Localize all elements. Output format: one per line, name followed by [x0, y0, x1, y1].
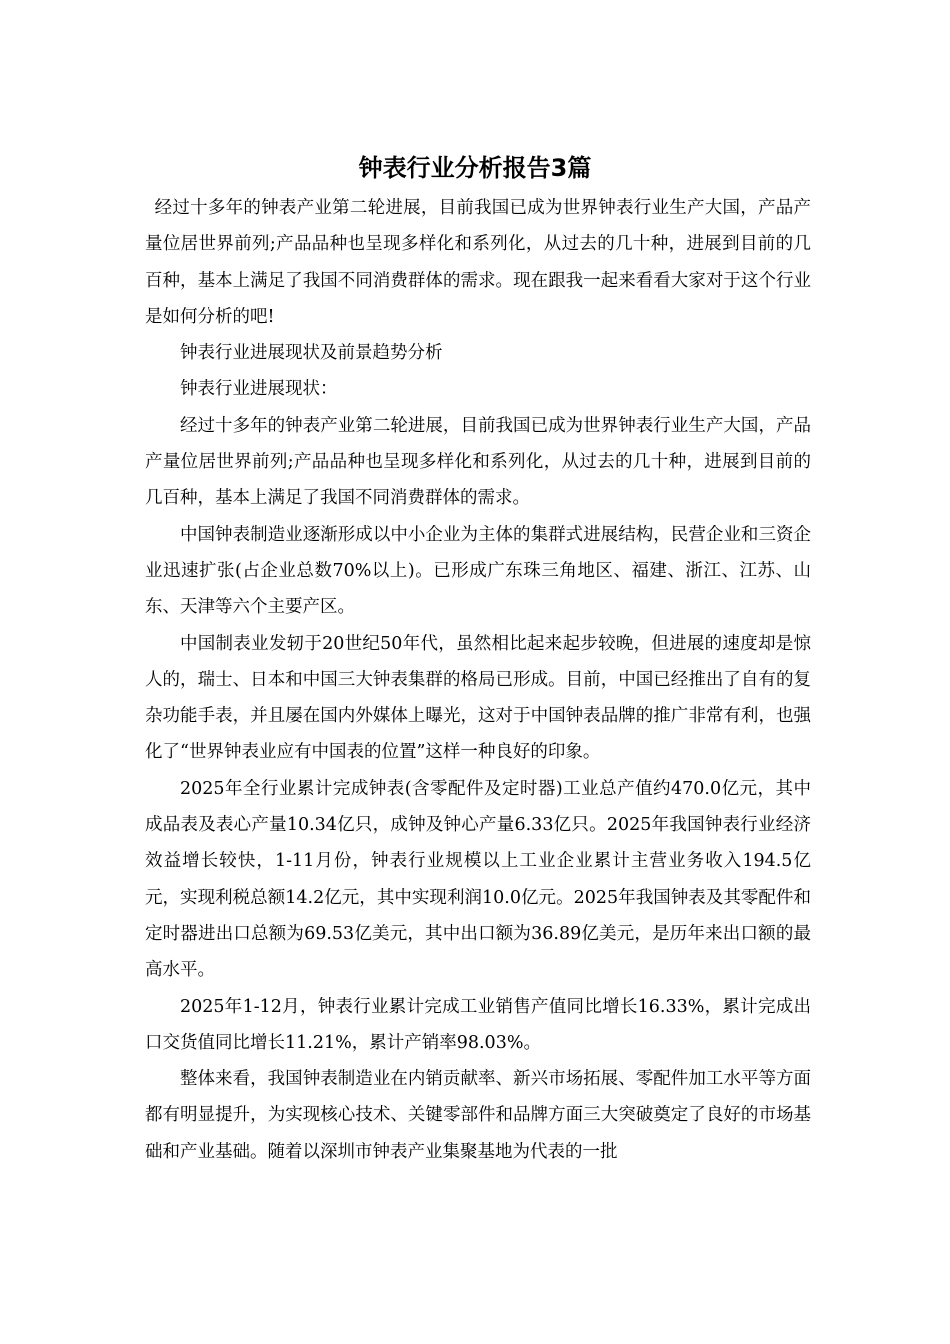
body-paragraph: 2025年1-12月，钟表行业累计完成工业销售产值同比增长16.33%，累计完成出口交货值同比增长11.21%，累计产销率98.03%。 [145, 996, 811, 1053]
section-heading: 钟表行业进展现状及前景趋势分析 [180, 343, 443, 364]
body-paragraph: 整体来看，我国钟表制造业在内销贡献率、新兴市场拓展、零配件加工水平等方面都有明显提升，为实现核心技术、关键零部件和品牌方面三大突破奠定了良好的市场基础和产业基础。随着以深圳市钟表产业集聚基地为代表的一批 [145, 1069, 811, 1162]
body-paragraph: 经过十多年的钟表产业第二轮进展，目前我国已成为世界钟表行业生产大国，产品产量位居世界前列;产品品种也呈现多样化和系列化，从过去的几十种，进展到目前的几百种，基本上满足了我国不同消费群体的需求。 [145, 415, 811, 509]
body-paragraph: 2025年全行业累计完成钟表(含零配件及定时器)工业总产值约470.0亿元，其中成品表及表心产量10.34亿只，成钟及钟心产量6.33亿只。2025年我国钟表行业经济效益增长较快，1-11月份，钟表行业规模以上工业企业累计主营业务收入194.5亿元，实现利税总额14.2亿元，其中实现利润10.0亿元。2025年我国钟表及其零配件和定时器进出口总额为69.53亿美元，其中出口额为36.89亿美元，是历年来出口额的最高水平。 [145, 778, 811, 981]
document-body [145, 190, 811, 1170]
body-paragraph: 中国钟表制造业逐渐形成以中小企业为主体的集群式进展结构，民营企业和三资企业迅速扩张(占企业总数70%以上)。已形成广东珠三角地区、福建、浙江、江苏、山东、天津等六个主要产区。 [145, 524, 811, 618]
document-title: 钟表行业分析报告3篇 [358, 154, 592, 182]
body-paragraph: 中国制表业发轫于20世纪50年代，虽然相比起来起步较晚，但进展的速度却是惊人的，瑞士、日本和中国三大钟表集群的格局已形成。目前，中国已经推出了自有的复杂功能手表，并且屡在国内外媒体上曝光，这对于中国钟表品牌的推广非常有利，也强化了“世界钟表业应有中国表的位置”这样一种良好的印象。 [145, 633, 811, 763]
intro-paragraph: 经过十多年的钟表产业第二轮进展，目前我国已成为世界钟表行业生产大国，产品产量位居世界前列;产品品种也呈现多样化和系列化，从过去的几十种，进展到目前的几百种，基本上满足了我国不同消费群体的需求。现在跟我一起来看看大家对于这个行业是如何分析的吧! [145, 198, 811, 327]
subsection-heading: 钟表行业进展现状： [180, 379, 338, 400]
